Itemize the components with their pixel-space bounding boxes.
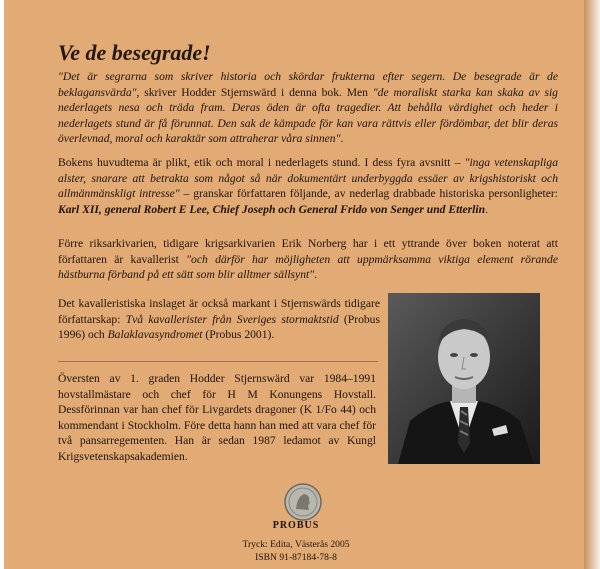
theme-text-1: Bokens huvudtema är plikt, etik och moral i nederlagets stund. I dess fyra avsnitt – (58, 156, 465, 169)
back-cover (4, 0, 588, 569)
theme-text-2: – granskar författaren följande, av nederlag drabbade historiska personligheter: (179, 187, 558, 201)
intro-paragraph (58, 69, 558, 147)
book-title: Ve de besegrade! (58, 40, 211, 65)
quote-2: "de moraliskt starka kan skaka av sig nederlagets nesa och träda fram. Deras öden är ofta tragedier. Att behålla värdighet och heder i nederlagets stund är få förunnat. Den sak de kämpade för kan vara rättvis eller fördömbar, det blir deras överlevnad, moral och karaktär som attraherar våra sinnen" (58, 85, 558, 146)
isbn: ISBN 91-87184-78-8 (255, 551, 337, 563)
review-quote: "och därför har möjligheten att uppmärksamma viktiga element rörande hästburna förband på ett sätt som blir alltmer sällsynt" (58, 252, 558, 282)
page-edge (584, 0, 600, 569)
print-info (4, 539, 588, 564)
review-text-1: Förre riksarkivarien, tidigare krigsarkivarien Erik Norberg har i ett yttrande över boken noterat att författaren är kavallerist (58, 237, 558, 266)
publisher-name: PROBUS (272, 520, 320, 531)
divider-line (58, 361, 378, 362)
personalities-list: Karl XII, general Robert E Lee, Chief Joseph och General Frido von Senger und Etterlin (58, 202, 486, 216)
print-line: Tryck: Edita, Västerås 2005 (242, 539, 350, 550)
quote-1: "Det är segrarna som skriver historia och skördar frukterna efter segern. De besegrade är de beklagansvärda" (58, 70, 558, 99)
intro-text-2: . (340, 132, 344, 146)
intro-text-1: , skriver Hodder Stjernswärd i denna bok. Men (136, 85, 373, 99)
theme-quote: "inga vetenskapliga alster, snarare att betrakta som något så när dokumentärt underbyggda essäer av krigshistoriskt och allmänmänskligt intresse" (58, 156, 558, 201)
earlier-text-2: (Probus 1996) och (58, 312, 380, 342)
review-paragraph (58, 236, 558, 283)
probus-coin-logo-icon (284, 483, 322, 521)
review-text-2: . (314, 268, 317, 282)
theme-text-3: . (485, 202, 488, 216)
portrait-illustration (388, 293, 540, 464)
earlier-book-2: Balaklavasyndromet (107, 328, 203, 342)
earlier-book-1: Två kavallerister från Sveriges stormaktstid (125, 312, 339, 326)
earlier-works-paragraph (58, 296, 380, 343)
author-bio: Översten av 1. graden Hodder Stjernswärd var 1984–1991 hovstallmästare och chef för H M Konungens Hovstall. Dessförinnan var han chef för Livgardets dragoner (K 1/Fo 44) och kommendant i Stockholm. Före detta hann han med att vara chef för två pansarregementen. Han är sedan 1987 ledamot av Kungl Krigsvetenskapsakademien. (58, 372, 376, 463)
earlier-text-3: (Probus 2001). (202, 328, 275, 342)
theme-paragraph (58, 155, 558, 217)
earlier-text-1: Det kavalleristiska inslaget är också markant i Stjernswärds tidigare författarskap: (58, 297, 380, 326)
author-portrait (388, 293, 540, 464)
